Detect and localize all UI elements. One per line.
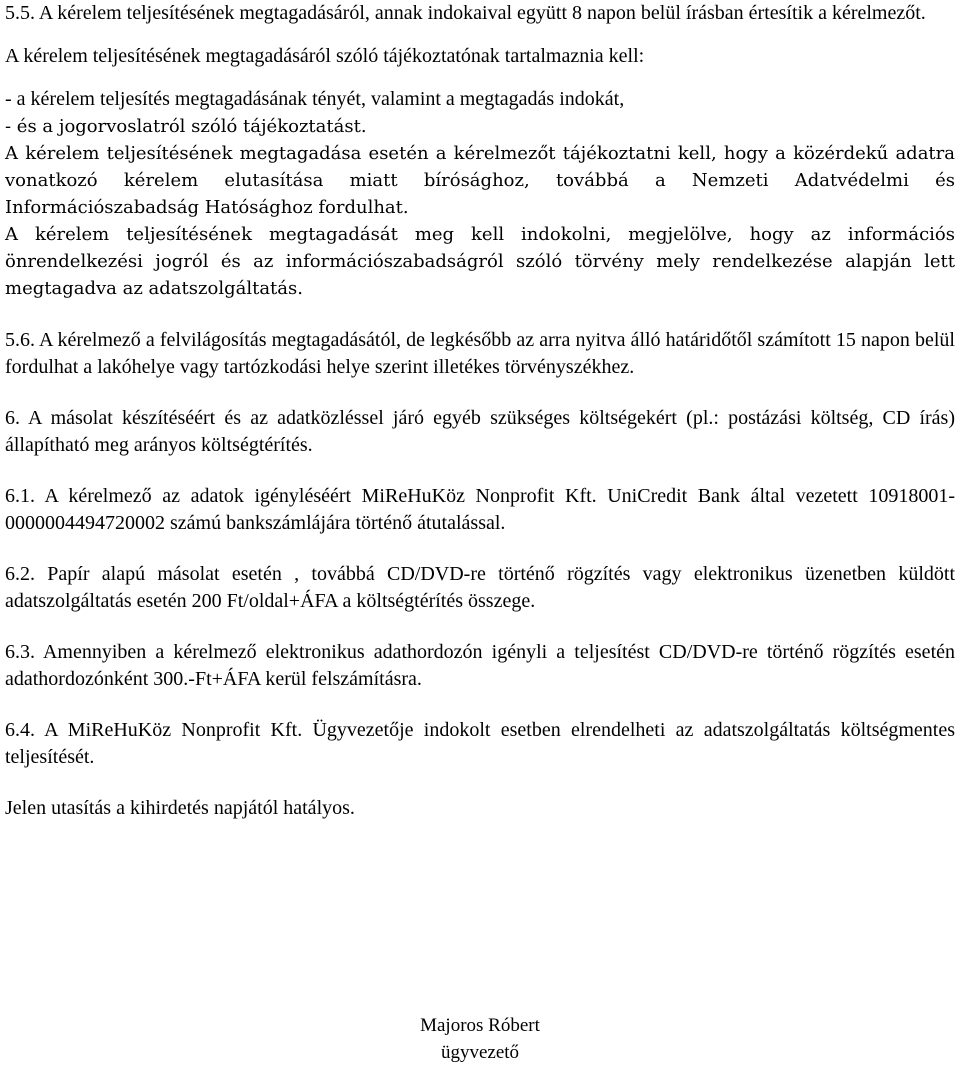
paragraph-info-contents-intro: A kérelem teljesítésének megtagadásáról szóló tájékoztatónak tartalmaznia kell: [5,45,645,67]
paragraph-6-4: 6.4. A MiReHuKöz Nonprofit Kft. Ügyvezetője indokolt esetben elrendelheti az adatszolgáltatás költségmentes teljesítését. [5,719,955,768]
paragraph-5-5: 5.5. A kérelem teljesítésének megtagadásáról, annak indokaival együtt 8 napon belül írásban értesítik a kérelmezőt. [5,2,926,24]
paragraph-refusal-notice: A kérelem teljesítésének megtagadása esetén a kérelmezőt tájékoztatni kell, hogy a közérdekű adatra vonatkozó kérelem elutasítása miatt bírósághoz, továbbá a Nemzeti Adatvédelmi és Információszabadság Hatósághoz fordulhat. [5,143,955,218]
paragraph-6: 6. A másolat készítéséért és az adatközléssel járó egyéb szükséges költségekért (pl.: postázási költség, CD írás) állapítható meg arányos költségtérítés. [5,407,955,456]
signatory-title: ügyvezető [440,1042,520,1063]
signatory-name: Majoros Róbert [420,1015,540,1036]
paragraph-6-3: 6.3. Amennyiben a kérelmező elektronikus adathordozón igényli a teljesítést CD/DVD-re történő rögzítés esetén adathordozónként 300.-Ft+ÁFA kerül felszámításra. [5,641,955,690]
paragraph-5-6: 5.6. A kérelmező a felvilágosítás megtagadásától, de legkésőbb az arra nyitva álló határidőtől számított 15 napon belül fordulhat a lakóhelye vagy tartózkodási helye szerint illetékes törvényszékhez. [5,329,955,378]
paragraph-6-2: 6.2. Papír alapú másolat esetén , továbbá CD/DVD-re történő rögzítés vagy elektronikus üzenetben küldött adatszolgáltatás esetén 200 Ft/oldal+ÁFA a költségtérítés összege. [5,563,955,612]
document-body [5,0,955,822]
paragraph-refusal-justification: A kérelem teljesítésének megtagadását meg kell indokolni, megjelölve, hogy az információs önrendelkezési jogról és az információszabadságról szóló törvény mely rendelkezése alapján lett megtagadva az adatszolgáltatás. [5,224,955,299]
list-item-refusal-fact: - a kérelem teljesítés megtagadásának tényét, valamint a megtagadás indokát, [5,88,625,110]
list-item-legal-remedy: - és a jogorvoslatról szóló tájékoztatást. [5,116,367,137]
paragraph-effective-date: Jelen utasítás a kihirdetés napjától hatályos. [5,797,355,819]
paragraph-6-1: 6.1. A kérelmező az adatok igényléséért MiReHuKöz Nonprofit Kft. UniCredit Bank által vezetett 10918001-0000004494720002 számú bankszámlájára történő átutalással. [5,485,955,534]
signature-block [0,1012,960,1066]
